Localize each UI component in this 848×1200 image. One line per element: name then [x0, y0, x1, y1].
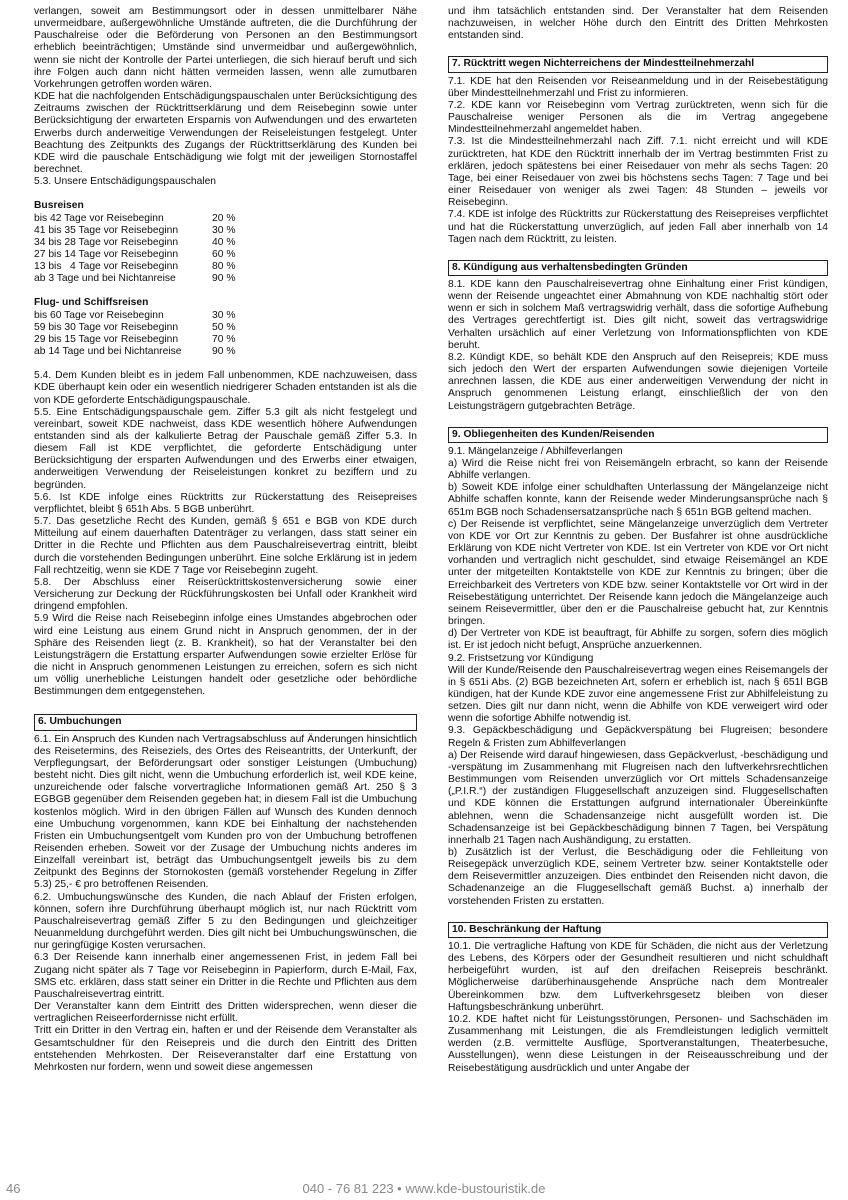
section-8-heading: 8. Kündigung aus verhaltensbedingten Gründen [448, 260, 828, 276]
paragraph: a) Der Reisende wird darauf hingewiesen, dass Gepäckverlust, -beschädigung und -verspätung im Zusammenhang mit Flugreisen nach den luftverkehrsrechtlichen Bestimmungen vom Reisenden unverzüglich vor Ort mittels Schadensanzeige („P.I.R.“) der zuständigen Fluggesellschaft anzuzeigen sind. Fluggesellschaften und KDE können die Erstattungen aufgrund internationaler Übereinkünfte ablehnen, wenn die Schadensanzeige nicht ausgefüllt worden ist. Die Schadensanzeige ist bei Gepäckbeschädigung binnen 7 Tagen, bei Verspätung innerhalb 21 Tagen nach Aushändigung, zu erstatten. [448, 749, 828, 846]
paragraph: 5.8. Der Abschluss einer Reiserücktrittskostenversicherung sowie einer Versicherung zur Deckung der Rückführungskosten bei Unfall oder Krankheit wird dringend empfohlen. [34, 576, 417, 613]
paragraph: 5.5. Eine Entschädigungspauschale gem. Ziffer 5.3 gilt als nicht festgelegt und vereinbart, soweit KDE nachweist, dass KDE wesentlich höhere Aufwendungen entstanden sind als der kalkulierte Betrag der Pauschale gemäß Ziffer 5.3. In diesem Fall ist KDE verpflichtet, die geforderte Entschädigung unter Berücksichtigung der ersparten Aufwendungen und des Erwerbs einer etwaigen, anderweitigen Verwendung der Reiseleistungen konkret zu beziffern und zu begründen. [34, 406, 417, 491]
table-row [34, 249, 235, 261]
paragraph: 6.2. Umbuchungswünsche des Kunden, die nach Ablauf der Fristen erfolgen, können, sofern ihre Durchführung überhaupt möglich ist, nur nach Rücktritt vom Pauschalreisevertrag gemäß Ziffer 5 zu den Bedingungen und gleichzeitiger Neuanmeldung durchgeführt werden. Dies gilt nicht bei Umbuchungswünschen, die nur geringfügige Kosten verursachen. [34, 891, 417, 952]
section-7-heading: 7. Rücktritt wegen Nichterreichens der Mindestteilnehmerzahl [448, 56, 828, 72]
table-row [34, 334, 235, 346]
paragraph: 9.3. Gepäckbeschädigung und Gepäckverspätung bei Flugreisen; besondere Regeln & Fristen zum Abhilfeverlangen [448, 725, 828, 749]
rate-value: 90 % [212, 346, 236, 358]
rate-value: 70 % [212, 333, 236, 345]
paragraph: c) Der Reisende ist verpflichtet, seine Mängelanzeige unverzüglich dem Vertreter von KDE vor Ort zur Kenntnis zu geben. Der Busfahrer ist ohne ausdrückliche Erklärung von KDE nicht Vertreter von KDE. Ist ein Vertreter von KDE vor Ort nicht vorhanden und vertraglich nicht geschuldet, sind etwaige Reisemängel an KDE unter der mitgeteilten Kontaktstelle von KDE zur Kenntnis zu bringen; über die Erreichbarkeit des Vertreters von KDE bzw. seiner Kontaktstelle vor Ort wird in der Reisebestätigung unterrichtet. Der Reisende kann jedoch die Mängelanzeige auch seinem Reisevermittler, über den er die Pauschalreise gebucht hat, zur Kenntnis bringen. [448, 518, 828, 628]
paragraph: 5.6. Ist KDE infolge eines Rücktritts zur Rückerstattung des Reisepreises verpflichtet, bleibt § 651h Abs. 5 BGB unberührt. [34, 491, 417, 515]
rate-label: ab 14 Tage und bei Nichtanreise [34, 346, 182, 358]
paragraph: KDE hat die nachfolgenden Entschädigungspauschalen unter Berücksichtigung des Zeitraums zwischen der Rücktrittserklärung und dem Reisebeginn sowie unter Berücksichtigung der erwarteten Ersparnis von Aufwendungen und des erwarteten Erwerbs durch anderweitige Verwendungen der Reiseleistungen festgelegt. Unter Beachtung des Zeitpunkts des Zugangs der Rücktrittserklärung des Kunden bei KDE wird die pauschale Entschädigung wie folgt mit der jeweiligen Stornostaffel berechnet. [34, 91, 417, 176]
section-7-body [448, 76, 828, 246]
section-10-heading: 10. Beschränkung der Haftung [448, 922, 828, 938]
table-row [34, 322, 235, 334]
table-row [34, 261, 235, 273]
rate-label: 13 bis 4 Tage vor Reisebeginn [34, 261, 179, 273]
flight-rates-heading: Flug- und Schiffsreisen [34, 297, 149, 309]
paragraph: 5.4. Dem Kunden bleibt es in jedem Fall unbenommen, KDE nachzuweisen, dass KDE überhaupt kein oder ein wesentlich niedrigerer Schaden entstanden ist als die von KDE geforderte Entschädigungspauschale. [34, 370, 417, 406]
rate-value: 30 % [212, 309, 236, 321]
paragraph: 5.7. Das gesetzliche Recht des Kunden, gemäß § 651 e BGB von KDE durch Mitteilung auf einem dauerhaften Datenträger zu verlangen, dass statt seiner ein Dritter in die Rechte und Pflichten aus dem Pauschalreisevertrag eintritt, bleibt durch die vorstehenden Bedingungen unberührt. Eine solche Erklärung ist in jedem Fall rechtzeitig, wenn sie KDE 7 Tage vor Reisebeginn zugeht. [34, 516, 417, 576]
table-row [34, 346, 235, 358]
paragraph: 10.1. Die vertragliche Haftung von KDE für Schäden, die nicht aus der Verletzung des Lebens, des Körpers oder der Gesundheit resultieren und nicht schuldhaft herbeigeführt wurden, ist auf den dreifachen Reisepreis beschränkt. Möglicherweise darüberhinausgehende Ansprüche nach dem Montrealer Übereinkommen bzw. dem Luftverkehrsgesetz bleiben von dieser Haftungsbeschränkung unberührt. [448, 940, 828, 1013]
page-number: 46 [6, 1181, 21, 1196]
bus-rates-heading: Busreisen [34, 200, 84, 212]
paragraph: 6.3 Der Reisende kann innerhalb einer angemessenen Frist, in jedem Fall bei Zugang nicht später als 7 Tage vor Reisebeginn in Papierform, durch E-Mail, Fax, SMS etc. erklären, dass statt seiner ein Dritter in die Rechte und Pflichten aus dem Pauschalreisevertrag eintritt. [34, 952, 417, 1000]
section-5-rest [34, 370, 417, 698]
section-9-body [448, 446, 828, 908]
rate-value: 50 % [212, 321, 236, 333]
paragraph: 8.1. KDE kann den Pauschalreisevertrag ohne Einhaltung einer Frist kündigen, wenn der Reisende ungeachtet einer Abmahnung von KDE nachhaltig stört oder wenn er sich in solchem Maß vertragswidrig verhält, dass die sofortige Aufhebung des Vertrages gerechtfertigt ist. Dies gilt nicht, soweit das vertragswidrige Verhalten ursächlich auf einer Verletzung von Informationspflichten von KDE beruht. [448, 278, 828, 351]
paragraph: 7.4. KDE ist infolge des Rücktritts zur Rückerstattung des Reisepreises verpflichtet und hat die Rückerstattung unverzüglich, auf jeden Fall aber innerhalb von 14 Tagen nach dem Rücktritt, zu leisten. [448, 209, 828, 245]
rate-label: 34 bis 28 Tage vor Reisebeginn [34, 236, 179, 248]
rate-value: 20 % [212, 212, 236, 224]
rate-value: 40 % [212, 236, 236, 248]
right-column [448, 6, 828, 1075]
rate-label: bis 42 Tage vor Reisebeginn [34, 212, 164, 224]
left-column [34, 6, 417, 1074]
paragraph: 7.2. KDE kann vor Reisebeginn vom Vertrag zurücktreten, wenn sich für die Pauschalreise weniger Personen als die im Vertrag angegebene Mindestteilnehmerzahl angemeldet haben. [448, 99, 828, 136]
paragraph: und ihm tatsächlich entstanden sind. Der Veranstalter hat dem Reisenden nachzuweisen, in welcher Höhe durch den Eintritt des Dritten Mehrkosten entstanden sind. [448, 6, 828, 42]
intro-block [34, 6, 417, 188]
rate-value: 30 % [212, 224, 236, 236]
table-row [34, 237, 235, 249]
table-row [34, 225, 235, 237]
paragraph: 7.3. Ist die Mindestteilnehmerzahl nach Ziff. 7.1. nicht erreicht und will KDE zurücktreten, hat KDE den Rücktritt innerhalb der im Vertrag bestimmten Frist zu erklären, jedoch spätestens bei einer Reisedauer von mehr als sechs Tagen: 20 Tage, bei einer Reisedauer von zwei bis höchstens sechs Tagen: 7 Tage und bei einer Reisedauer von weniger als zwei Tagen: 48 Stunden – jeweils vor Reisebeginn. [448, 136, 828, 209]
rate-label: 59 bis 30 Tage vor Reisebeginn [34, 321, 179, 333]
paragraph: Will der Kunde/Reisende den Pauschalreisevertrag wegen eines Reisemangels der in § 651i Abs. (2) BGB bezeichneten Art, sofern er erheblich ist, nach § 651l BGB kündigen, hat der Kunde KDE zuvor eine angemessene Frist zur Abhilfeleistung zu setzen. Dies gilt nur dann nicht, wenn die Abhilfe von KDE verweigert wird oder wenn die sofortige Abhilfe notwendig ist. [448, 664, 828, 725]
paragraph: 6.1. Ein Anspruch des Kunden nach Vertragsabschluss auf Änderungen hinsichtlich des Reisetermins, des Reiseziels, des Ortes des Reiseantritts, der Unterkunft, der Verpflegungsart, der Beförderungsart oder sonstiger Leistungen (Umbuchung) besteht nicht. Dies gilt nicht, wenn die Umbuchung erforderlich ist, weil KDE keine, unzureichende oder falsche vorvertragliche Informationen gemäß Art. 250 § 3 EGBGB gegenüber dem Reisenden gegeben hat; in diesem Fall ist die Umbuchung kostenlos möglich. Wird in den übrigen Fällen auf Wunsch des Kunden dennoch eine Umbuchung vorgenommen, kann KDE bei Einhaltung der nachstehenden Fristen ein Umbuchungsentgelt vom Kunden pro von der Umbuchung betroffenen Reisenden erheben. Soweit vor der Zusage der Umbuchung nichts anderes im Einzelfall vereinbart ist, beträgt das Umbuchungsentgelt jeweils bis zu dem Zeitpunkt des Beginns der Stornokosten (gemäß vorstehender Regelung in Ziffer 5.3) 25,- € pro betroffenen Reisenden. [34, 733, 417, 891]
section-6-body [34, 734, 417, 1074]
rate-label: 29 bis 15 Tage vor Reisebeginn [34, 333, 179, 345]
paragraph: d) Der Vertreter von KDE ist beauftragt, für Abhilfe zu sorgen, sofern dies möglich ist. Er ist jedoch nicht befugt, Ansprüche anzuerkennen. [448, 628, 828, 652]
rate-label: ab 3 Tage und bei Nichtanreise [34, 273, 176, 285]
section-10-body [448, 941, 828, 1075]
rate-value: 60 % [212, 248, 236, 260]
paragraph: a) Wird die Reise nicht frei von Reisemängeln erbracht, so kann der Reisende Abhilfe verlangen. [448, 458, 828, 482]
bus-rates-table [34, 213, 235, 286]
section-6-heading: 6. Umbuchungen [34, 714, 417, 730]
paragraph: Tritt ein Dritter in den Vertrag ein, haften er und der Reisende dem Veranstalter als Gesamtschuldner für den Reisepreis und die durch den Eintritt des Dritten entstehenden Mehrkosten. Der Reiseveranstalter darf eine Erstattung von Mehrkosten nur fordern, wenn und soweit diese angemessen [34, 1025, 417, 1073]
flight-rates-table [34, 310, 235, 359]
section-8-body [448, 279, 828, 413]
paragraph: 9.1. Mängelanzeige / Abhilfeverlangen [448, 445, 623, 457]
paragraph: 8.2. Kündigt KDE, so behält KDE den Anspruch auf den Reisepreis; KDE muss sich jedoch den Wert der ersparten Aufwendungen sowie diejenigen Vorteile anrechnen lassen, die KDE aus einer anderweitigen Verwendung der nicht in Anspruch genommenen Leistung erlangt, einschließlich der von den Leistungsträgern gutgebrachten Beträge. [448, 351, 828, 412]
paragraph: 5.9 Wird die Reise nach Reisebeginn infolge eines Umstandes abgebrochen oder wird eine Leistung aus einem Grund nicht in Anspruch genommen, der in der Sphäre des Reisenden liegt (z. B. Krankheit), so hat der Veranstalter bei den Leistungsträgern die Erstattung ersparter Aufwendungen sowie erzielter Erlöse für die nicht in Anspruch genommenen Leistungen zu erreichen, sofern es sich nicht um völlig unerhebliche Leistungen handelt oder gesetzliche oder behördliche Bestimmungen dem entgegenstehen. [34, 613, 417, 698]
rate-value: 80 % [212, 261, 236, 273]
rate-label: bis 60 Tage vor Reisebeginn [34, 309, 164, 321]
footer-contact: 040 - 76 81 223 • www.kde-bustouristik.de [302, 1181, 546, 1196]
rate-value: 90 % [212, 273, 236, 285]
paragraph: 10.2. KDE haftet nicht für Leistungsstörungen, Personen- und Sachschäden im Zusammenhang mit Leistungen, die als Fremdleistungen lediglich vermittelt werden (z.B. vermittelte Ausflüge, Sportveranstaltungen, Theaterbesuche, Ausstellungen), wenn diese Leistungen in der Reiseausschreibung und der Reisebestätigung ausdrücklich und unter Angabe der [448, 1013, 828, 1074]
rate-label: 27 bis 14 Tage vor Reisebeginn [34, 248, 179, 260]
paragraph: 7.1. KDE hat den Reisenden vor Reiseanmeldung und in der Reisebestätigung über Mindestteilnehmerzahl und Frist zu informieren. [448, 75, 828, 99]
paragraph: Der Veranstalter kann dem Eintritt des Dritten widersprechen, wenn dieser die vertraglichen Reiseerfordernisse nicht erfüllt. [34, 1001, 417, 1025]
paragraph: verlangen, soweit am Bestimmungsort oder in dessen unmittelbarer Nähe unvermeidbare, außergewöhnliche Umstände auftreten, die die Durchführung der Pauschalreise oder die Beförderung von Personen an den Bestimmungsort erheblich beeinträchtigen; Umstände sind unvermeidbar und außergewöhnlich, wenn sie nicht der Kontrolle der Partei unterliegen, die sich hierauf beruft und sich ihre Folgen auch dann nicht hätten vermeiden lassen, wenn alle zumutbaren Vorkehrungen getroffen worden wären. [34, 6, 417, 90]
section-9-heading: 9. Obliegenheiten des Kunden/Reisenden [448, 427, 828, 443]
table-row [34, 273, 235, 285]
rate-label: 41 bis 35 Tage vor Reisebeginn [34, 224, 179, 236]
paragraph: b) Zusätzlich ist der Verlust, die Beschädigung oder die Fehlleitung von Reisegepäck unverzüglich KDE, seinem Vertreter bzw. seiner Kontaktstelle oder dem Reisevermittler anzuzeigen. Dies entbindet den Reisenden nicht davon, die Schadenanzeige an die Fluggesellschaft gemäß Buchst. a) innerhalb der vorstehenden Fristen zu erstatten. [448, 847, 828, 907]
page-footer [0, 1178, 848, 1198]
paragraph: 5.3. Unsere Entschädigungspauschalen [34, 176, 217, 188]
table-row [34, 213, 235, 225]
table-row [34, 310, 235, 322]
paragraph: b) Soweit KDE infolge einer schuldhaften Unterlassung der Mängelanzeige nicht Abhilfe schaffen konnte, kann der Reisende weder Minderungsansprüche nach § 651m BGB noch Schadensersatzansprüche nach § 651n BGB geltend machen. [448, 482, 828, 518]
paragraph: 9.2. Fristsetzung vor Kündigung [448, 652, 594, 664]
